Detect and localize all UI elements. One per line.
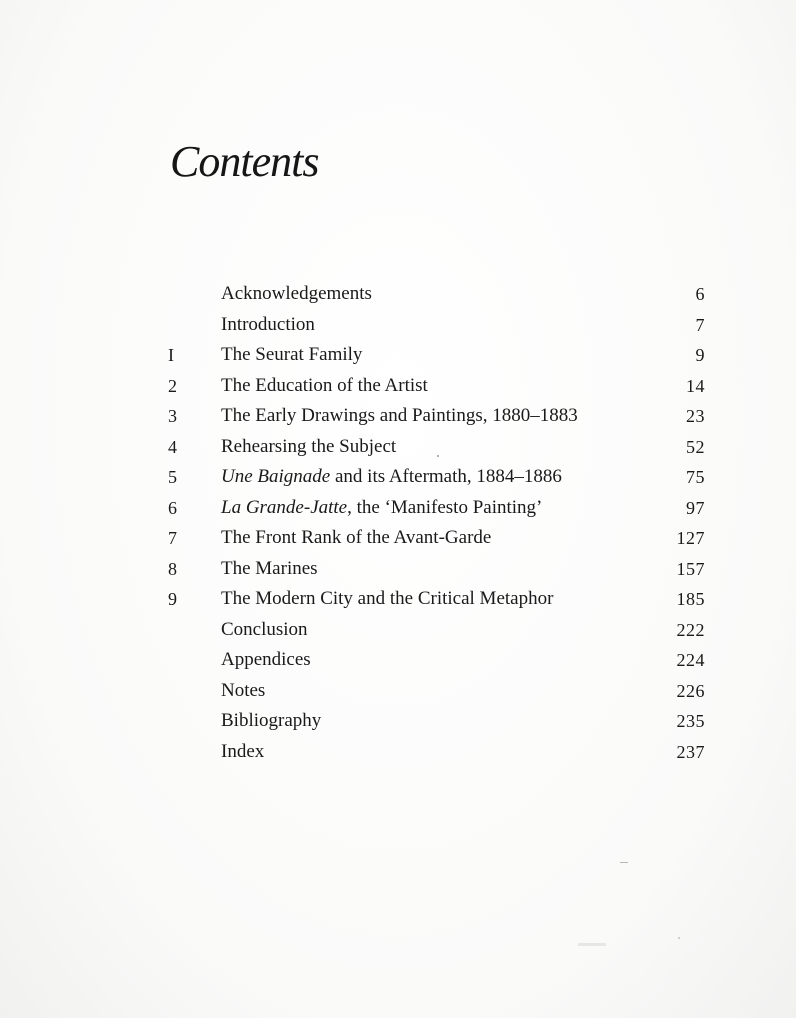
page-number: 127 xyxy=(676,528,705,548)
chapter-number: 7 xyxy=(168,528,177,548)
entry-title-italic: Une Baignade xyxy=(221,466,331,487)
page-number: 235 xyxy=(676,711,705,731)
entry-title-text: The Marines xyxy=(221,557,318,579)
entry-title-text: Conclusion xyxy=(221,618,308,640)
toc-entry xyxy=(0,645,796,676)
entry-title-text: Appendices xyxy=(221,649,311,670)
entry-title-text: Rehearsing the Subject xyxy=(221,435,397,457)
toc-entry xyxy=(0,737,796,768)
entry-title-text: Acknowledgements xyxy=(221,283,372,304)
toc-entry xyxy=(0,523,796,554)
entry-title xyxy=(221,584,553,615)
page-number: 52 xyxy=(686,436,705,457)
chapter-number: 2 xyxy=(168,375,177,396)
entry-title xyxy=(221,645,311,676)
toc-entry xyxy=(0,676,796,707)
entry-title xyxy=(221,432,396,463)
page-number: 157 xyxy=(676,558,705,579)
entry-title-text: The Front Rank of the Avant-Garde xyxy=(221,527,492,548)
chapter-number: 6 xyxy=(168,497,177,518)
toc-entry xyxy=(0,371,796,402)
page-number: 9 xyxy=(695,345,705,365)
page-number: 185 xyxy=(676,589,705,609)
entry-title-text: The Modern City and the Critical Metaphor xyxy=(221,588,554,609)
scan-speck xyxy=(578,943,606,946)
entry-title xyxy=(221,493,542,524)
entry-title xyxy=(221,340,362,371)
toc-entry xyxy=(0,706,796,737)
table-of-contents xyxy=(0,279,796,767)
toc-entry xyxy=(0,340,796,371)
entry-title xyxy=(221,371,428,402)
chapter-number: I xyxy=(168,345,174,365)
page-number: 7 xyxy=(695,314,705,335)
toc-entry xyxy=(0,401,796,432)
toc-entry xyxy=(0,554,796,585)
page-number: 23 xyxy=(686,406,705,426)
page-number: 224 xyxy=(676,650,705,670)
toc-entry xyxy=(0,432,796,463)
entry-title xyxy=(221,279,372,310)
entry-title xyxy=(221,737,264,768)
entry-title-text: The Seurat Family xyxy=(221,344,363,365)
entry-title-text: Index xyxy=(221,740,265,762)
scan-speck xyxy=(620,862,628,863)
page-number: 237 xyxy=(676,741,705,762)
toc-entry xyxy=(0,279,796,310)
toc-entry xyxy=(0,615,796,646)
page-title: Contents xyxy=(170,137,319,186)
entry-title-text: , the ‘Manifesto Painting’ xyxy=(347,496,543,518)
chapter-number: 8 xyxy=(168,558,177,579)
chapter-number: 3 xyxy=(168,406,177,426)
entry-title-text: The Early Drawings and Paintings, 1880–1883 xyxy=(221,405,578,426)
entry-title xyxy=(221,401,578,432)
entry-title-text: Introduction xyxy=(221,313,315,335)
toc-entry xyxy=(0,493,796,524)
entry-title-text: Bibliography xyxy=(221,710,322,731)
entry-title xyxy=(221,310,315,341)
entry-title xyxy=(221,676,265,707)
scan-speck xyxy=(437,455,439,457)
entry-title-text: The Education of the Artist xyxy=(221,374,428,396)
entry-title xyxy=(221,706,321,737)
scan-speck xyxy=(678,937,680,939)
chapter-number: 9 xyxy=(168,589,177,609)
page-number: 75 xyxy=(686,467,705,487)
entry-title xyxy=(221,615,308,646)
entry-title xyxy=(221,554,318,585)
page-number: 222 xyxy=(676,619,705,640)
page-number: 97 xyxy=(686,497,705,518)
page-number: 14 xyxy=(686,375,705,396)
entry-title-text: and its Aftermath, 1884–1886 xyxy=(330,466,562,487)
page-number: 6 xyxy=(695,284,705,304)
chapter-number: 4 xyxy=(168,436,177,457)
chapter-number: 5 xyxy=(168,467,177,487)
page-number: 226 xyxy=(676,680,705,701)
toc-entry xyxy=(0,310,796,341)
toc-entry xyxy=(0,584,796,615)
toc-entry xyxy=(0,462,796,493)
entry-title xyxy=(221,523,491,554)
entry-title xyxy=(221,462,562,493)
entry-title-italic: La Grande-Jatte xyxy=(221,496,348,518)
entry-title-text: Notes xyxy=(221,679,266,701)
